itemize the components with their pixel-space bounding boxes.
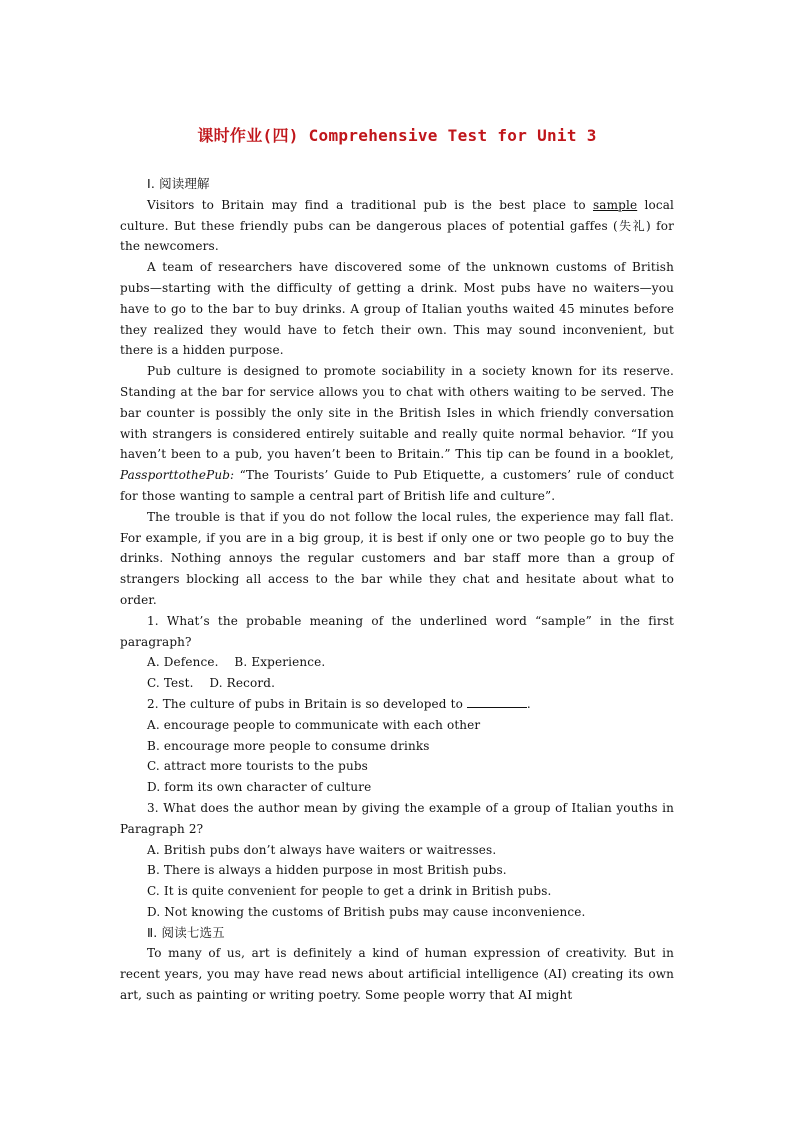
question-3-option-a: A. British pubs don’t always have waiters or waitresses.	[147, 842, 497, 857]
question-text: .	[526, 696, 531, 711]
page-title: 课时作业(四) Comprehensive Test for Unit 3	[197, 126, 597, 145]
section-2-heading: Ⅱ. 阅读七选五	[147, 924, 225, 940]
question-2-option-b: B. encourage more people to consume drinks	[147, 738, 430, 753]
question-3-option-b: B. There is always a hidden purpose in most British pubs.	[147, 863, 507, 878]
underlined-word-sample: sample	[592, 197, 638, 212]
section-2-paragraph-1: To many of us, art is definitely a kind of human expression of creativity. But in recent years, you may have read news about artificial intelligence (AI) creating its own art, such as painting or writing poetry. Some people worry that AI might	[120, 946, 674, 1003]
paragraph-text: Pub culture is designed to promote sociability in a society known for its reserve. Standing at the bar for service allows you to chat with others waiting to be served. The bar counter is possibly the only site in the British Isles in which friendly conversation with strangers is considered entirely suitable and really quite normal behavior. “If you haven’t been to a pub, you haven’t been to Britain.” This tip can be found in a booklet,	[120, 364, 674, 462]
question-2-stem	[120, 694, 674, 715]
question-1-options-cd: C. Test. D. Record.	[147, 676, 276, 691]
question-text: 2. The culture of pubs in Britain is so developed to	[147, 696, 467, 711]
question-1-options-ab: A. Defence. B. Experience.	[147, 655, 326, 670]
question-3-option-d: D. Not knowing the customs of British pubs may cause inconvenience.	[147, 904, 586, 919]
worksheet-content	[120, 174, 674, 1006]
question-1-stem: 1. What’s the probable meaning of the underlined word “sample” in the first paragraph?	[120, 613, 674, 649]
passage-paragraph-2: A team of researchers have discovered some of the unknown customs of British pubs—starting with the difficulty of getting a drink. Most pubs have no waiters—you have to go to the bar to buy drinks. A group of Italian youths waited 45 minutes before they realized they would have to fetch their own. This may sound inconvenient, but there is a hidden purpose.	[120, 260, 674, 358]
section-1-heading: Ⅰ. 阅读理解	[147, 176, 210, 191]
answer-blank	[467, 696, 527, 708]
passage-paragraph-1	[120, 195, 674, 257]
passage-paragraph-4: The trouble is that if you do not follow the local rules, the experience may fall flat. For example, if you are in a big group, it is best if only one or two people go to buy the drinks. Nothing annoys the regular customers and bar staff more than a group of strangers blocking all access to the bar while they chat and hesitate about what to order.	[120, 509, 674, 607]
question-3-option-c: C. It is quite convenient for people to get a drink in British pubs.	[147, 884, 552, 899]
passage-paragraph-3	[120, 361, 674, 507]
paragraph-text: Visitors to Britain may find a traditional pub is the best place to	[147, 197, 593, 212]
question-2-option-d: D. form its own character of culture	[147, 780, 372, 795]
booklet-title: PassporttothePub:	[120, 468, 235, 483]
question-2-option-c: C. attract more tourists to the pubs	[147, 759, 368, 774]
paragraph-text: local culture. But these friendly pubs can be dangerous places of potential gaffes (失礼) for the newcomers.	[120, 197, 674, 254]
question-2-option-a: A. encourage people to communicate with each other	[147, 717, 481, 732]
question-3-stem: 3. What does the author mean by giving the example of a group of Italian youths in Paragraph 2?	[120, 800, 674, 836]
paragraph-text: “The Tourists’ Guide to Pub Etiquette, a customers’ rule of conduct for those wanting to sample a central part of British life and culture”.	[120, 468, 674, 503]
